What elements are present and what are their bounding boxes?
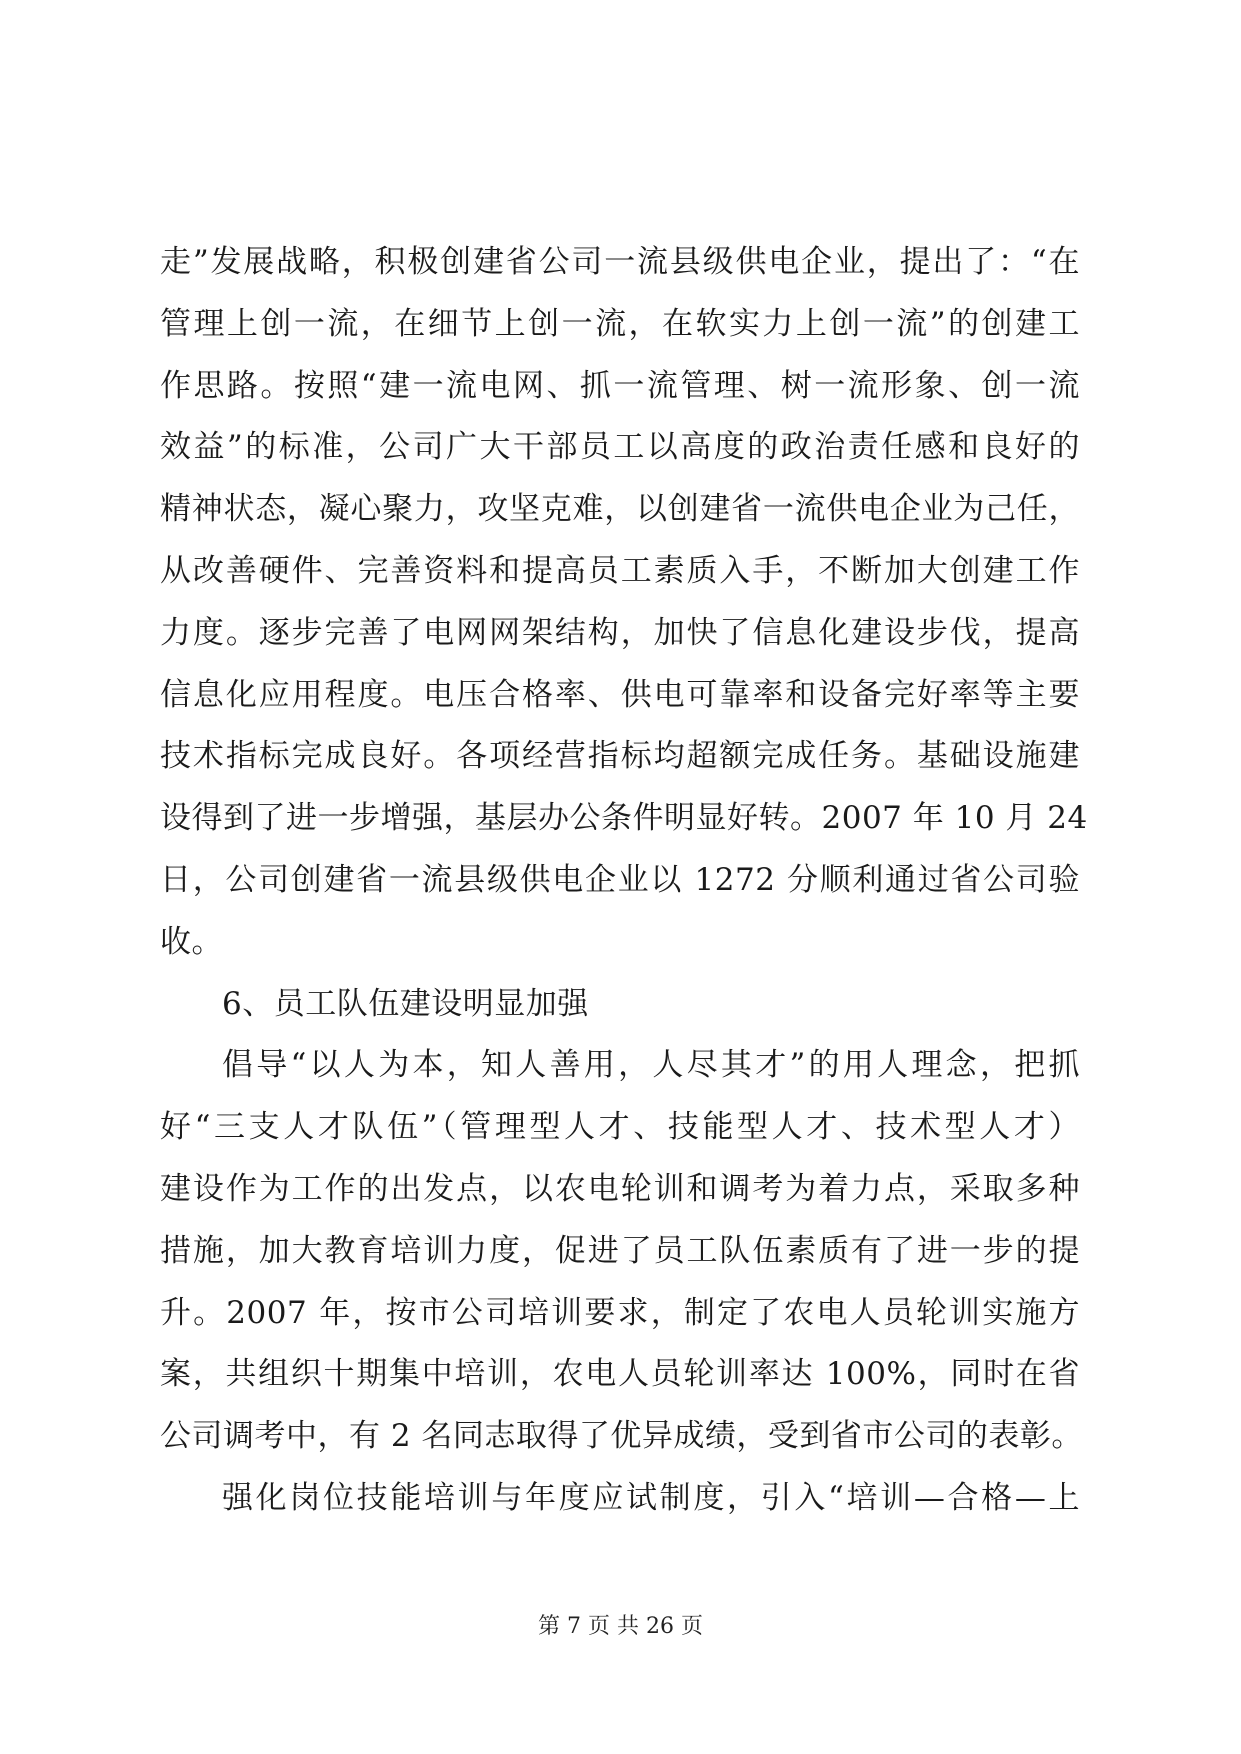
- text-line: 升。2007 年，按市公司培训要求，制定了农电人员轮训实施方: [160, 1294, 1080, 1331]
- text-line: 6、员工队伍建设明显加强: [222, 985, 589, 1022]
- page-footer: 第 7 页 共 26 页: [538, 1614, 703, 1639]
- text-line: 建设作为工作的出发点，以农电轮训和调考为着力点，采取多种: [160, 1170, 1080, 1207]
- text-line: 力度。逐步完善了电网网架结构，加快了信息化建设步伐，提高: [160, 614, 1080, 651]
- text-line: 从改善硬件、完善资料和提高员工素质入手，不断加大创建工作: [160, 552, 1080, 589]
- text-line: 走”发展战略，积极创建省公司一流县级供电企业，提出了：“在: [160, 244, 1080, 280]
- text-line: 公司调考中，有 2 名同志取得了优异成绩，受到省市公司的表彰。: [160, 1418, 1083, 1455]
- text-line: 好“三支人才队伍”（管理型人才、技能型人才、技术型人才）: [160, 1109, 1080, 1146]
- text-line: 精神状态，凝心聚力，攻坚克难，以创建省一流供电企业为己任，: [160, 491, 1080, 528]
- text-line: 效益”的标准，公司广大干部员工以高度的政治责任感和良好的: [160, 429, 1080, 466]
- text-line: 日，公司创建省一流县级供电企业以 1272 分顺利通过省公司验: [160, 861, 1080, 898]
- text-line: 设得到了进一步增强，基层办公条件明显好转。2007 年 10 月 24: [160, 800, 1088, 837]
- body-text: [160, 232, 1088, 1530]
- text-line: 收。: [160, 923, 223, 960]
- text-line: 技术指标完成良好。各项经营指标均超额完成任务。基础设施建: [160, 738, 1080, 775]
- text-line: 信息化应用程度。电压合格率、供电可靠率和设备完好率等主要: [160, 676, 1080, 713]
- text-line: 措施，加大教育培训力度，促进了员工队伍素质有了进一步的提: [160, 1232, 1080, 1269]
- text-line: 管理上创一流，在细节上创一流，在软实力上创一流”的创建工: [160, 305, 1080, 342]
- text-line: 作思路。按照“建一流电网、抓一流管理、树一流形象、创一流: [160, 367, 1080, 404]
- text-line: 案，共组织十期集中培训，农电人员轮训率达 100%，同时在省: [160, 1356, 1080, 1393]
- text-line: 倡导“以人为本，知人善用，人尽其才”的用人理念，把抓: [222, 1047, 1080, 1084]
- text-line: 强化岗位技能培训与年度应试制度，引入“培训—合格—上: [222, 1479, 1080, 1516]
